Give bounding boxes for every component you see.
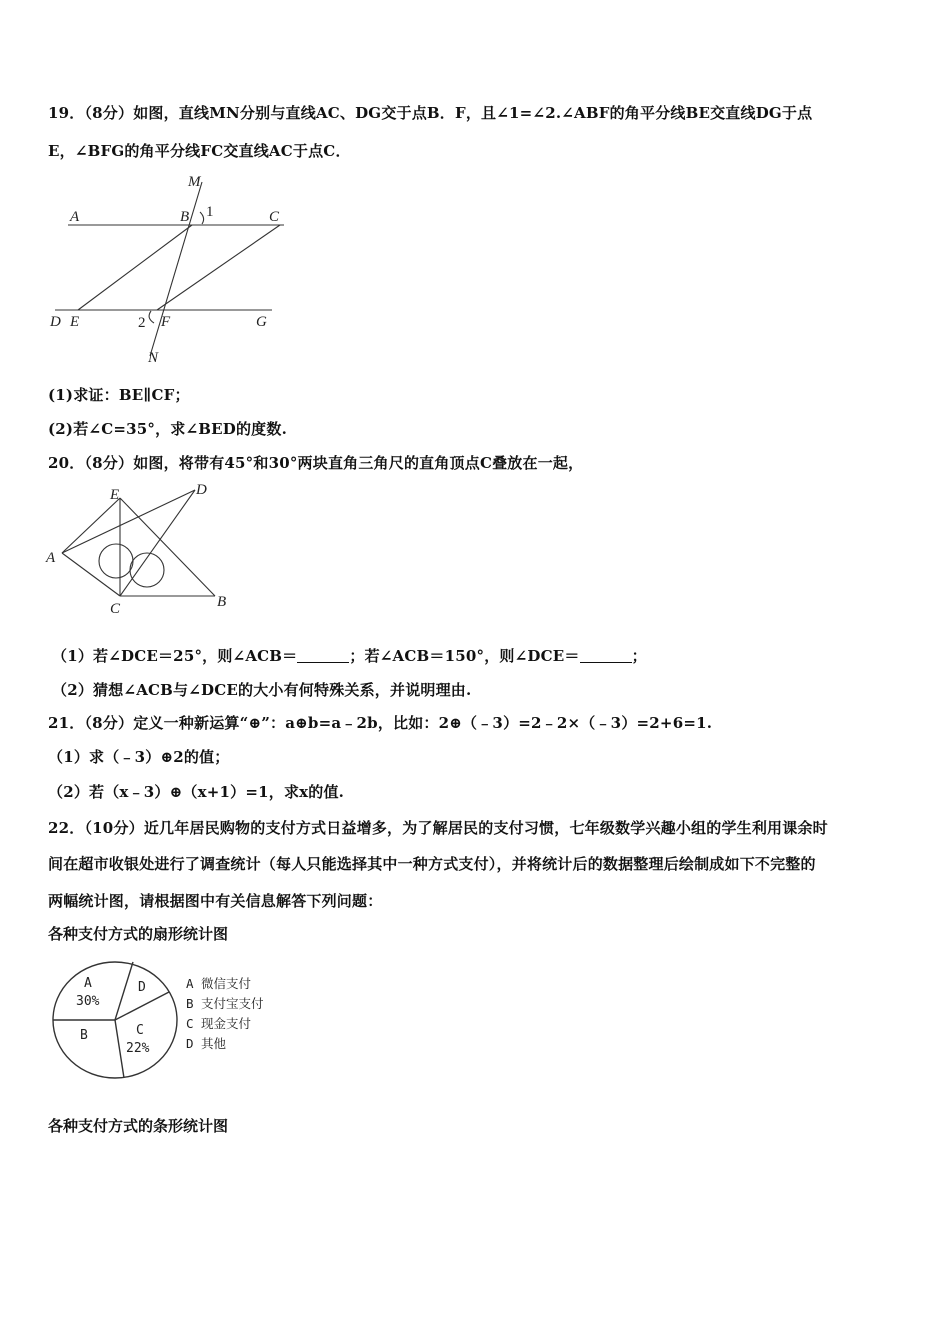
pie-chart-title: 各种支付方式的扇形统计图 <box>48 925 229 943</box>
q20-part1-c: ； <box>631 647 647 665</box>
slice-A-label: A <box>84 976 92 991</box>
answer-blank-2[interactable] <box>580 648 632 663</box>
q22-line2: 间在超市收银处进行了调查统计（每人只能选择其中一种方式支付），并将统计后的数据整理后绘制成如下不完整的 <box>48 855 816 873</box>
pie-divider-b-c <box>115 1020 124 1078</box>
q21-part1: （1）求（﹣3）⊕2的值； <box>48 748 230 766</box>
q20-part1-a: （1）若∠DCE＝25°，则∠ACB＝ <box>52 647 298 665</box>
q19-part1: (1)求证：BE∥CF； <box>48 386 190 404</box>
q20-part2: （2）猜想∠ACB与∠DCE的大小有何特殊关系，并说明理由. <box>52 681 472 699</box>
label-G: G <box>256 314 267 330</box>
pie-chart <box>48 955 188 1085</box>
pie-legend <box>186 974 264 1054</box>
q21-part2: （2）若（x﹣3）⊕（x+1）=1，求x的值. <box>48 783 345 801</box>
label-D: D <box>50 314 61 330</box>
answer-blank-1[interactable] <box>297 648 349 663</box>
q19-part2: (2)若∠C=35°，求∠BED的度数. <box>48 420 287 438</box>
label-B: B <box>217 594 227 610</box>
label-E: E <box>110 487 120 503</box>
q19-figure <box>40 168 300 368</box>
q20-part1-b: ；若∠ACB＝150°，则∠DCE＝ <box>349 647 580 665</box>
q22-line1: 22．（10分）近几年居民购物的支付方式日益增多，为了解居民的支付习惯，七年级数学兴趣小组的学生利用课余时 <box>48 819 828 837</box>
label-C: C <box>110 601 121 617</box>
bar-chart-title: 各种支付方式的条形统计图 <box>48 1117 229 1135</box>
label-A: A <box>70 209 80 225</box>
q20-line1: 20．（8分）如图，将带有45°和30°两块直角三角尺的直角顶点C叠放在一起， <box>48 454 584 472</box>
q22-line3: 两幅统计图，请根据图中有关信息解答下列问题： <box>48 892 383 910</box>
label-A: A <box>46 550 56 566</box>
q21-line1: 21．（8分）定义一种新运算“⊕”：a⊕b=a﹣2b，比如：2⊕（﹣3）=2﹣2×（﹣3）=2+6=1. <box>48 714 713 732</box>
q20-part1 <box>52 645 647 666</box>
slice-B-label: B <box>80 1028 88 1043</box>
label-B: B <box>180 209 190 225</box>
legend-item-a: A 微信支付 <box>186 976 252 991</box>
slice-C-label: C <box>136 1023 144 1038</box>
q20-figure <box>40 478 240 620</box>
slice-C-value: 22% <box>126 1041 150 1056</box>
q19-line2: E，∠BFG的角平分线FC交直线AC于点C． <box>48 142 351 160</box>
label-angle-2: 2 <box>138 315 146 331</box>
label-M: M <box>188 174 201 190</box>
legend-item-b: B 支付宝支付 <box>186 996 264 1011</box>
legend-item-d: D 其他 <box>186 1036 227 1051</box>
slice-A-value: 30% <box>76 994 100 1009</box>
q19-line1: 19．（8分）如图，直线MN分别与直线AC、DG交于点B．F，且∠1=∠2.∠ABF的角平分线BE交直线DG于点 <box>48 104 813 122</box>
label-D: D <box>196 482 207 498</box>
label-F: F <box>161 314 171 330</box>
label-N: N <box>148 350 159 366</box>
slice-D-label: D <box>138 980 146 995</box>
label-C: C <box>269 209 280 225</box>
legend-item-c: C 现金支付 <box>186 1016 252 1031</box>
label-angle-1: 1 <box>206 204 214 220</box>
label-E: E <box>70 314 80 330</box>
